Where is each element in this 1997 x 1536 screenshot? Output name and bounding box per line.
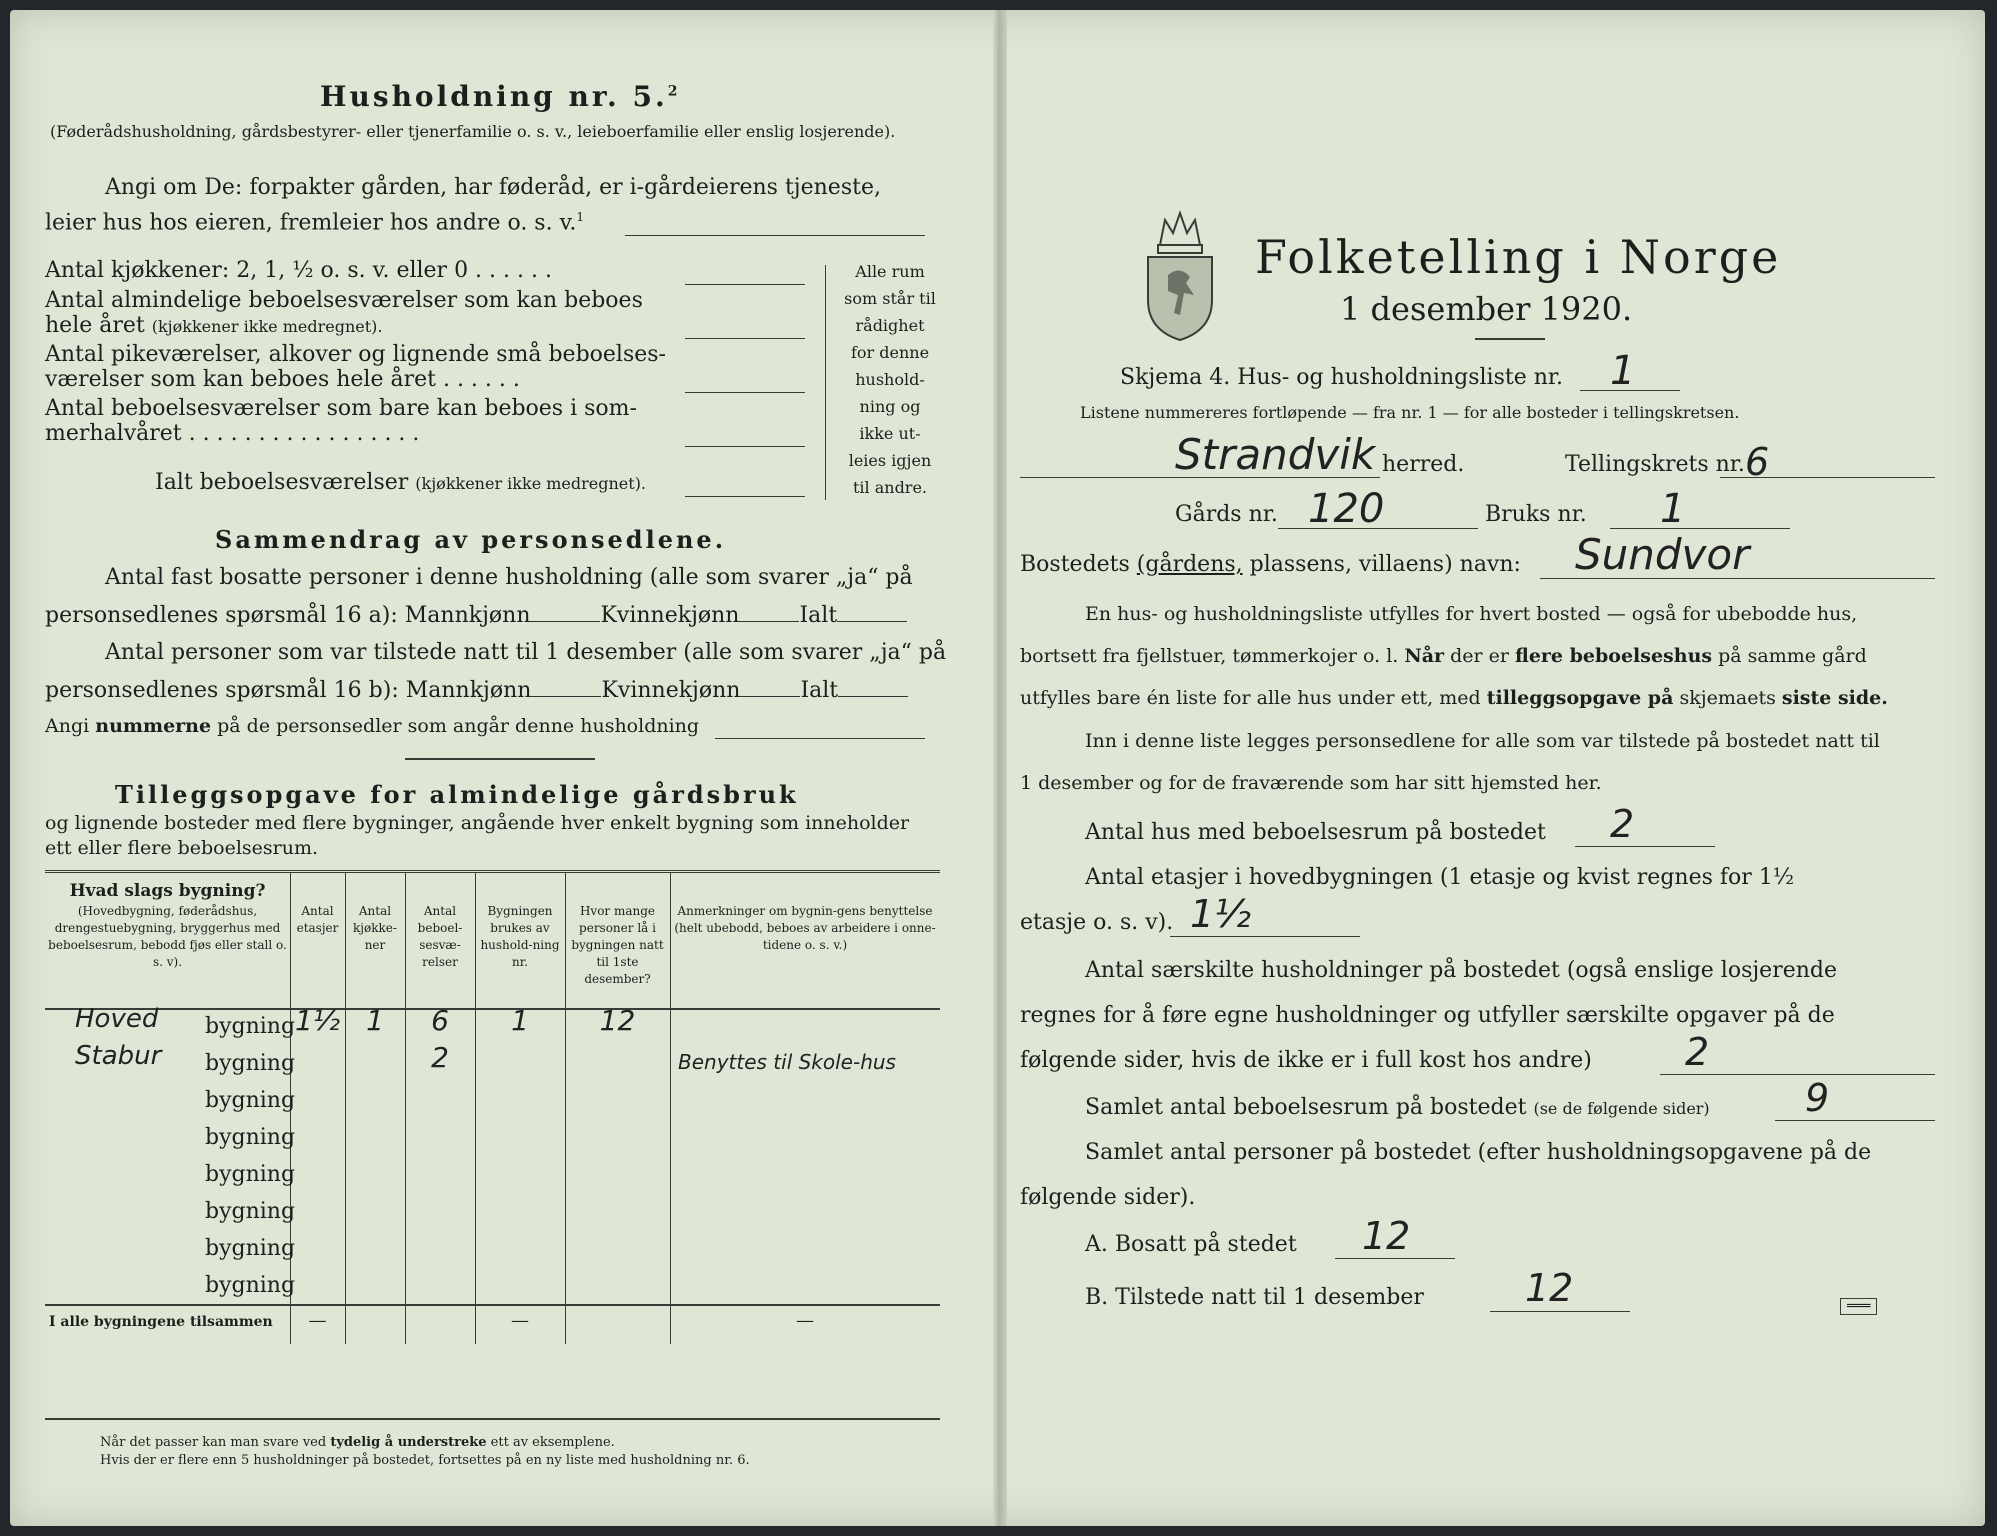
bruks-answer-line: [1610, 528, 1790, 529]
tillegg-heading: Tilleggsopgave for almindelige gårdsbruk: [115, 780, 799, 809]
building-name: Stabur: [75, 1041, 162, 1071]
household-intro: (Føderådshusholdning, gårdsbestyrer- eller tjenerfamilie o. s. v., leieboerfamilie eller enslig losjerende).: [50, 122, 896, 141]
rooms-maid-2: værelser som kan beboes hele året . . . . . .: [45, 367, 520, 392]
gards-answer-line: [1278, 528, 1478, 529]
hus-value: 2: [1610, 802, 1635, 846]
summary-line-4: personsedlenes spørsmål 16 b): Mannkjønn Kvinnekjønn Ialt: [45, 678, 908, 703]
rooms-maid-1: Antal pikeværelser, alkover og lignende små beboelses-: [45, 342, 666, 367]
cell-vaerelser: 2: [431, 1041, 449, 1074]
table-total-divider: [45, 1304, 940, 1306]
saer-line-3: følgende sider, hvis de ikke er i full kost hos andre): [1020, 1048, 1592, 1073]
saer-line-1: Antal særskilte husholdninger på bostedet (også enslige losjerende: [1085, 958, 1838, 983]
side-note-line: som står til: [844, 289, 936, 308]
table-header-subtitle: Hvor mange personer lå i bygningen natt til 1ste desember?: [571, 904, 664, 986]
building-label: bygning: [205, 1125, 296, 1150]
cell-remarks: Benyttes til Skole-hus: [678, 1050, 896, 1074]
rooms-summer-2: merhalvåret . . . . . . . . . . . . . . . . .: [45, 421, 420, 446]
table-header-cell: [408, 881, 472, 971]
bosatt-value: 12: [1362, 1214, 1411, 1258]
table-row: [45, 1119, 940, 1156]
tellingskrets-label: Tellingskrets nr.: [1565, 452, 1745, 477]
para1-line-3: utfylles bare én liste for alle hus under ett, med tilleggsopgave på skjemaets siste side.: [1020, 687, 1888, 709]
cell-kjokkener: 1: [366, 1004, 384, 1037]
etasjer-label-2: etasje o. s. v).: [1020, 910, 1174, 935]
tilstede-value: 12: [1525, 1266, 1574, 1310]
table-row: [45, 1230, 940, 1267]
summary-heading: Sammendrag av personsedlene.: [215, 525, 727, 554]
para1-line-2: bortsett fra fjellstuer, tømmerkojer o. l. Når der er flere beboelseshus på samme gård: [1020, 645, 1867, 667]
herred-label: herred.: [1382, 452, 1465, 477]
building-label: bygning: [205, 1088, 296, 1113]
table-header-cell: [48, 881, 287, 971]
table-row: [45, 1082, 940, 1119]
table-header-cell: [348, 881, 402, 954]
summer-answer-line: [685, 446, 805, 447]
side-note-line: ning og: [859, 397, 921, 416]
angi-line-2: leier hus hos eieren, fremleier hos andre o. s. v.$^1$: [45, 210, 585, 236]
etasjer-label-1: Antal etasjer i hovedbygningen (1 etasje og kvist regnes for 1½: [1085, 865, 1795, 890]
table-header-cell: [478, 881, 562, 971]
para2-line-2: 1 desember og for de fraværende som har sitt hjemsted her.: [1020, 772, 1602, 794]
table-header-cell: [293, 881, 342, 937]
numbers-answer-line: [715, 738, 925, 739]
summary-line-1: Antal fast bosatte personer i denne husholdning (alle som svarer „ja“ på: [105, 565, 913, 590]
saer-line-2: regnes for å føre egne husholdninger og utfyller særskilte opgaver på de: [1020, 1003, 1835, 1028]
samlet-rum-value: 9: [1805, 1076, 1830, 1120]
rooms-kitchens: Antal kjøkkener: 2, 1, ½ o. s. v. eller 0 . . . . . .: [45, 258, 552, 283]
summary-line-5: Angi nummerne på de personsedler som angår denne husholdning: [45, 715, 700, 737]
building-label: bygning: [205, 1273, 296, 1298]
side-note-line: til andre.: [852, 478, 928, 497]
gards-value: 120: [1308, 486, 1385, 532]
table-header-title: Hvad slags bygning?: [69, 881, 266, 901]
total-dash: —: [796, 1310, 814, 1331]
tellingskrets-value: 6: [1745, 440, 1770, 484]
rooms-total: Ialt beboelsesværelser (kjøkkener ikke medregnet).: [155, 470, 647, 495]
side-note-line: hushold-: [855, 370, 925, 389]
total-label: I alle bygningene tilsammen: [49, 1314, 273, 1330]
side-note-line: for denne: [850, 343, 930, 362]
cell-husholdning: 1: [511, 1004, 529, 1037]
bosatt-label: A. Bosatt på stedet: [1085, 1232, 1297, 1257]
footnote-1: Når det passer kan man svare ved tydelig å understreke ett av eksemplene.: [100, 1435, 615, 1450]
hus-label: Antal hus med beboelsesrum på bostedet: [1085, 820, 1546, 845]
cell-etasjer: 1½: [295, 1004, 340, 1037]
side-note-line: ikke ut-: [859, 424, 921, 443]
table-header-subtitle: Bygningen brukes av hushold-ning nr.: [480, 904, 560, 969]
side-note-line: leies igjen: [848, 451, 932, 470]
etasjer-value: 1½: [1190, 892, 1252, 936]
rooms-ordinary-2: hele året (kjøkkener ikke medregnet).: [45, 313, 383, 338]
footnote-2: Hvis der er flere enn 5 husholdninger på bostedet, fortsettes på en ny liste med husholdning nr. 6.: [100, 1453, 750, 1468]
table-header-cell: [568, 881, 667, 988]
listene-note: Listene nummereres fortløpende — fra nr. 1 — for alle bosteder i tellingskretsen.: [1080, 403, 1740, 422]
tillegg-line-2: ett eller flere beboelsesrum.: [45, 837, 319, 859]
saer-answer-line: [1660, 1074, 1935, 1075]
building-label: bygning: [205, 1162, 296, 1187]
ordinary-answer-line: [685, 338, 805, 339]
samlet-rum-answer-line: [1775, 1120, 1935, 1121]
cell-personer: 12: [599, 1004, 636, 1037]
page-fold: [993, 10, 1007, 1526]
printer-mark: ═══: [1840, 1298, 1877, 1315]
samlet-rum-label: Samlet antal beboelsesrum på bostedet (se de følgende sider): [1085, 1095, 1710, 1120]
building-label: bygning: [205, 1051, 296, 1076]
bruks-label: Bruks nr.: [1485, 502, 1587, 527]
herred-value: Strandvik: [1175, 430, 1376, 479]
bosted-label: Bostedets (gårdens, plassens, villaens) navn:: [1020, 552, 1521, 577]
table-header-subtitle: Antal etasjer: [296, 904, 339, 935]
samlet-pers-line-1: Samlet antal personer på bostedet (efter husholdningsopgavene på de: [1085, 1140, 1872, 1165]
para1-line-1: En hus- og husholdningsliste utfylles for hvert bosted — også for ubebodde hus,: [1085, 603, 1858, 625]
summary-line-2: personsedlenes spørsmål 16 a): Mannkjønn Kvinnekjønn Ialt: [45, 603, 907, 628]
bosted-value: Sundvor: [1575, 530, 1750, 579]
table-header-subtitle: Antal kjøkke-ner: [353, 904, 397, 952]
tillegg-line-1: og lignende bosteder med flere bygninger, angående hver enkelt bygning som inneholder: [45, 812, 910, 834]
side-note: [840, 258, 940, 501]
kitchens-answer-line: [685, 284, 805, 285]
skjema-number: 1: [1610, 348, 1636, 394]
tilstede-answer-line: [1490, 1311, 1630, 1312]
bosatt-answer-line: [1335, 1258, 1455, 1259]
rooms-summer-1: Antal beboelsesværelser som bare kan beboes i som-: [45, 396, 637, 421]
total-dash: —: [308, 1310, 327, 1331]
table-header-cell: [673, 881, 937, 954]
norway-coat-of-arms-icon: [1140, 205, 1220, 345]
bruks-value: 1: [1660, 486, 1686, 532]
tilstede-label: B. Tilstede natt til 1 desember: [1085, 1285, 1424, 1310]
table-header-subtitle: Anmerkninger om bygnin-gens benyttelse (helt ubebodd, beboes av arbeidere i onne-tidene o. s. v.): [674, 904, 936, 952]
maid-answer-line: [685, 392, 805, 393]
angi-answer-line: [625, 235, 925, 236]
summary-line-3: Antal personer som var tilstede natt til 1 desember (alle som svarer „ja“ på: [105, 640, 947, 665]
total-dash: —: [511, 1310, 529, 1331]
census-date: 1 desember 1920.: [1340, 290, 1633, 328]
etasjer-answer-line: [1170, 936, 1360, 937]
side-note-line: rådighet: [855, 316, 925, 335]
rooms-ordinary-1: Antal almindelige beboelsesværelser som kan beboes: [45, 288, 643, 313]
hus-answer-line: [1575, 846, 1715, 847]
table-row: [45, 1267, 940, 1304]
saer-value: 2: [1685, 1030, 1710, 1074]
table-row: [45, 1156, 940, 1193]
samlet-pers-line-2: følgende sider).: [1020, 1185, 1196, 1210]
para2-line-1: Inn i denne liste legges personsedlene for alle som var tilstede på bostedet natt til: [1085, 730, 1880, 752]
table-header-subtitle: Antal beboel-sesvæ-relser: [417, 904, 463, 969]
side-note-line: Alle rum: [855, 262, 925, 281]
building-label: bygning: [205, 1236, 296, 1261]
title-divider: [1475, 338, 1545, 340]
gards-label: Gårds nr.: [1175, 502, 1278, 527]
tellingskrets-answer-line: [1720, 477, 1935, 478]
table-header-subtitle: (Hovedbygning, føderådshus, drengestuebygning, bryggerhus med beboelsesrum, bebodd fjøs eller stall o. s. v).: [48, 904, 287, 969]
angi-line-1: Angi om De: forpakter gården, har føderåd, er i-gårdeierens tjeneste,: [105, 175, 881, 200]
side-brace: [825, 265, 826, 500]
building-name: Hoved: [75, 1004, 159, 1034]
cell-vaerelser: 6: [431, 1004, 449, 1037]
skjema-answer-line: [1580, 390, 1680, 391]
table-row: [45, 1193, 940, 1230]
bosted-answer-line: [1540, 578, 1935, 579]
building-label: bygning: [205, 1014, 296, 1039]
section-divider: [405, 758, 595, 760]
table-row: [45, 1041, 940, 1082]
total-answer-line: [685, 496, 805, 497]
building-table: [45, 870, 940, 1420]
census-title: Folketelling i Norge: [1255, 230, 1782, 284]
skjema-label: Skjema 4. Hus- og husholdningsliste nr.: [1120, 365, 1563, 390]
household-heading: Husholdning nr. 5.$^2$: [320, 80, 681, 113]
table-row: [45, 1004, 940, 1045]
herred-answer-line: [1020, 477, 1380, 478]
building-label: bygning: [205, 1199, 296, 1224]
